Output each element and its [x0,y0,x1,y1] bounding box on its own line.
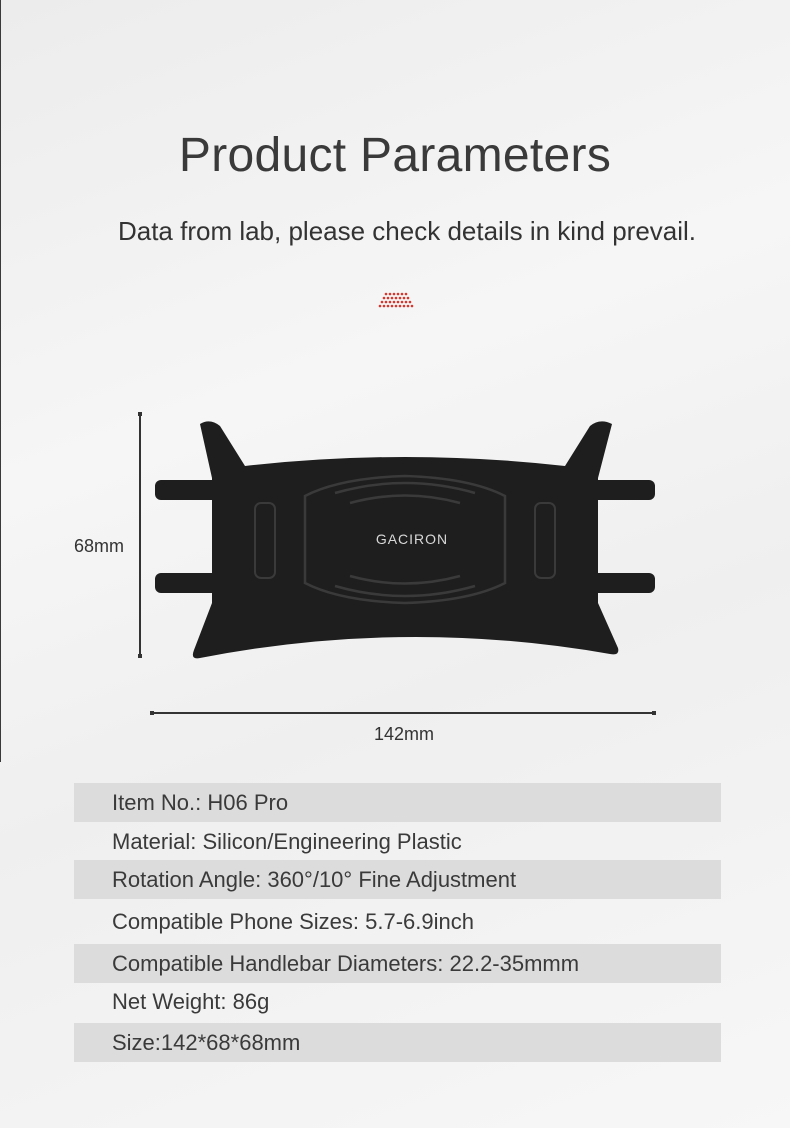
spec-row-handlebar-diameters: Compatible Handlebar Diameters: 22.2-35mmm [74,944,721,983]
page-title: Product Parameters [178,129,612,182]
spec-row-material: Material: Silicon/Engineering Plastic [112,829,462,854]
spec-row-item-no: Item No.: H06 Pro [74,783,721,822]
spec-row-rotation-angle: Rotation Angle: 360°/10° Fine Adjustment [74,860,721,899]
phone-holder-image [150,418,660,663]
spec-row-net-weight: Net Weight: 86g [112,989,270,1014]
spec-row-size: Size:142*68*68mm [74,1023,721,1062]
decorative-dots-icon [378,290,418,310]
left-edge-line [0,0,1,762]
height-label: 68mm [74,536,125,556]
brand-logo-text: GACIRON [375,531,449,547]
height-dimension-line [139,412,141,658]
spec-row-phone-sizes: Compatible Phone Sizes: 5.7-6.9inch [112,909,474,934]
width-dimension-line [150,712,656,714]
page-subtitle: Data from lab, please check details in kind prevail. [117,216,697,246]
width-label: 142mm [374,724,435,744]
